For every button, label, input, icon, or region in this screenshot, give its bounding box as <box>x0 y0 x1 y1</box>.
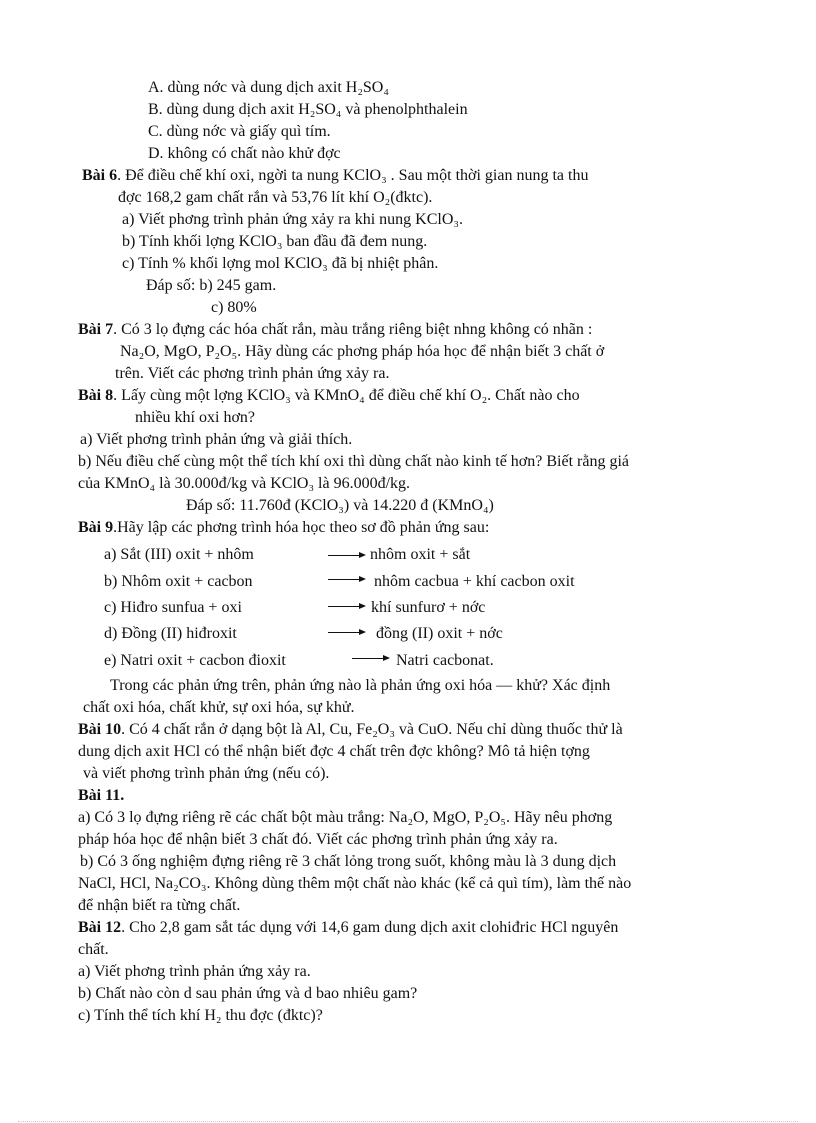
exercise-8-part-a: a) Viết phơng trình phản ứng và giải thích. <box>80 431 353 448</box>
exercise-8-line-1 <box>78 386 580 406</box>
exercise-6-part-c: c) Tính % khối lợng mol KClO₃ đã bị nhiệt phân. <box>122 255 439 272</box>
page-bottom-border <box>18 1121 798 1122</box>
exercise-8-line-2: nhiều khí oxi hơn? <box>135 409 255 426</box>
exercise-12-line-2: chất. <box>78 941 109 958</box>
exercise-6-text: . Để điều chế khí oxi, ngời ta nung KClO₃ . Sau một thời gian nung ta thu <box>117 167 589 184</box>
exercise-7-line-3: trên. Viết các phơng trình phản ứng xảy ra. <box>115 365 390 382</box>
reaction-c-arrow-icon <box>328 606 364 607</box>
exercise-10-line-1 <box>78 720 623 740</box>
exercise-6-answer-c: c) 80% <box>211 299 257 316</box>
exercise-7-line-1 <box>78 320 592 340</box>
exercise-6-part-b: b) Tính khối lợng KClO₃ ban đầu đã đem nung. <box>122 233 428 250</box>
option-d: D. không có chất nào khử đợc <box>148 145 341 162</box>
exercise-9-question-2: chất oxi hóa, chất khử, sự oxi hóa, sự khử. <box>83 699 355 716</box>
exercise-11-part-b-line-3: để nhận biết ra từng chất. <box>78 897 241 914</box>
exercise-9-question-1: Trong các phản ứng trên, phản ứng nào là phản ứng oxi hóa — khử? Xác định <box>110 677 611 694</box>
exercise-8-answer: Đáp số: 11.760đ (KClO₃) và 14.220 đ (KMnO₄) <box>186 497 494 514</box>
option-b: B. dùng dung dịch axit H₂SO₄ và phenolphthalein <box>148 101 468 118</box>
exercise-12-part-b: b) Chất nào còn d sau phản ứng và d bao nhiêu gam? <box>78 985 418 1002</box>
reaction-c-reactants: c) Hiđro sunfua + oxi <box>104 599 242 616</box>
reaction-e-products: Natri cacbonat. <box>396 652 494 669</box>
exercise-10-line-3: và viết phơng trình phản ứng (nếu có). <box>83 765 330 782</box>
reaction-c-products: khí sunfurơ + nớc <box>371 599 486 616</box>
exercise-6-answer-b: Đáp số: b) 245 gam. <box>146 277 277 294</box>
reaction-a-arrow-icon <box>328 555 364 556</box>
exercise-10-text: . Có 4 chất rắn ở dạng bột là Al, Cu, Fe₂O₃ và CuO. Nếu chỉ dùng thuốc thử là <box>121 721 623 738</box>
exercise-12-line-1 <box>78 918 618 938</box>
reaction-d-reactants: d) Đồng (II) hiđroxit <box>104 625 237 642</box>
exercise-6-line-1 <box>82 166 588 186</box>
exercise-11-part-a-line-1: a) Có 3 lọ đựng riêng rẽ các chất bột màu trắng: Na₂O, MgO, P₂O₅. Hãy nêu phơng <box>78 809 613 826</box>
exercise-6-heading: Bài 6 <box>82 167 118 184</box>
option-a: A. dùng nớc và dung dịch axit H₂SO₄ <box>148 79 389 96</box>
exercise-9-line-1 <box>78 518 489 538</box>
exercise-9-heading: Bài 9 <box>78 519 114 536</box>
exercise-6-line-2: đợc 168,2 gam chất rắn và 53,76 lít khí O₂(đktc). <box>118 189 433 206</box>
exercise-12-part-a: a) Viết phơng trình phản ứng xảy ra. <box>78 963 311 980</box>
reaction-b-products: nhôm cacbua + khí cacbon oxit <box>374 573 575 590</box>
exercise-8-heading: Bài 8 <box>78 387 114 404</box>
reaction-e-reactants: e) Natri oxit + cacbon đioxit <box>104 652 286 669</box>
exercise-10-heading: Bài 10 <box>78 721 122 738</box>
reaction-a-products: nhôm oxit + sắt <box>370 546 471 563</box>
exercise-10-line-2: dung dịch axit HCl có thể nhận biết đợc 4 chất trên đợc không? Mô tả hiện tợng <box>78 743 590 760</box>
exercise-8-part-b-line-2: của KMnO₄ là 30.000đ/kg và KClO₃ là 96.000đ/kg. <box>78 475 411 492</box>
reaction-b-arrow-icon <box>328 579 364 580</box>
exercise-7-heading: Bài 7 <box>78 321 114 338</box>
exercise-7-line-2: Na₂O, MgO, P₂O₅. Hãy dùng các phơng pháp hóa học để nhận biết 3 chất ở <box>120 343 605 360</box>
exercise-11-part-b-line-1: b) Có 3 ống nghiệm đựng riêng rẽ 3 chất lỏng trong suốt, không màu là 3 dung dịch <box>80 853 617 870</box>
reaction-d-arrow-icon <box>328 632 364 633</box>
exercise-11-heading: Bài 11. <box>78 787 125 804</box>
exercise-12-text: . Cho 2,8 gam sắt tác dụng với 14,6 gam dung dịch axit clohiđric HCl nguyên <box>121 919 619 936</box>
reaction-d-products: đồng (II) oxit + nớc <box>376 625 503 642</box>
reaction-a-reactants: a) Sắt (III) oxit + nhôm <box>104 546 254 563</box>
exercise-11-part-a-line-2: pháp hóa học để nhận biết 3 chất đó. Viết các phơng trình phản ứng xảy ra. <box>78 831 558 848</box>
exercise-11-part-b-line-2: NaCl, HCl, Na₂CO₃. Không dùng thêm một chất nào khác (kể cả quì tím), làm thế nào <box>78 875 632 892</box>
reaction-e-arrow-icon <box>352 658 388 659</box>
exercise-12-part-c: c) Tính thể tích khí H₂ thu đợc (đktc)? <box>78 1007 323 1024</box>
exercise-6-part-a: a) Viết phơng trình phản ứng xảy ra khi nung KClO₃. <box>122 211 463 228</box>
exercise-9-text: .Hãy lập các phơng trình hóa học theo sơ đồ phản ứng sau: <box>113 519 490 536</box>
exercise-8-text: . Lấy cùng một lợng KClO₃ và KMnO₄ để điều chế khí O₂. Chất nào cho <box>113 387 580 404</box>
reaction-b-reactants: b) Nhôm oxit + cacbon <box>104 573 253 590</box>
exercise-7-text: . Có 3 lọ đựng các hóa chất rắn, màu trắng riêng biệt nhng không có nhãn : <box>113 321 593 338</box>
exercise-8-part-b-line-1: b) Nếu điều chế cùng một thể tích khí oxi thì dùng chất nào kinh tế hơn? Biết rằng giá <box>78 453 629 470</box>
option-c: C. dùng nớc và giấy quì tím. <box>148 123 331 140</box>
exercise-12-heading: Bài 12 <box>78 919 122 936</box>
